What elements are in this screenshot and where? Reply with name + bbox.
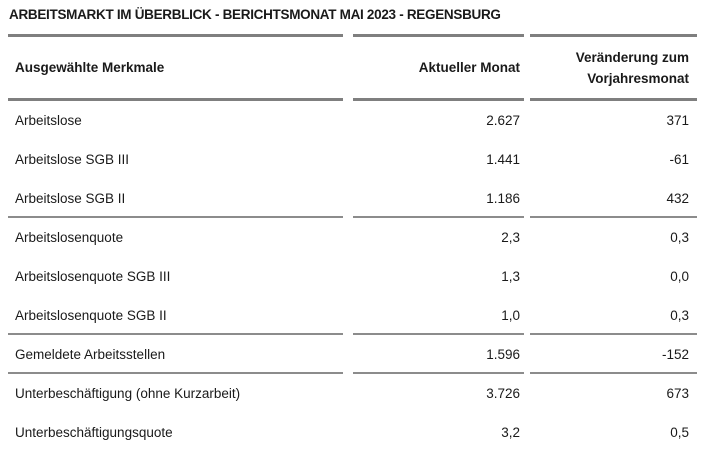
table-row — [8, 257, 697, 296]
row-current-value: 3,2 — [501, 425, 520, 440]
page-title: ARBEITSMARKT IM ÜBERBLICK - BERICHTSMONAT MAI 2023 - REGENSBURG — [9, 7, 501, 22]
row-label: Arbeitslose SGB II — [15, 191, 126, 206]
table-header-row — [8, 34, 697, 101]
row-change-value: -61 — [669, 152, 689, 167]
row-label: Unterbeschäftigungsquote — [15, 425, 173, 440]
row-label: Unterbeschäftigung (ohne Kurzarbeit) — [15, 386, 241, 401]
table-row — [8, 296, 697, 335]
row-label: Arbeitslosenquote — [15, 230, 124, 245]
row-change-value: 371 — [666, 113, 689, 128]
row-change-value: 0,3 — [670, 308, 689, 323]
row-label: Arbeitslose SGB III — [15, 152, 130, 167]
row-change-value: 673 — [666, 386, 689, 401]
column-header-change-line1: Veränderung zum — [575, 49, 689, 65]
row-current-value: 2,3 — [501, 230, 520, 245]
column-header-current-month: Aktueller Monat — [418, 60, 520, 75]
row-current-value: 3.726 — [486, 386, 520, 401]
table-row — [8, 374, 697, 413]
table-row — [8, 335, 697, 374]
column-header-change — [530, 34, 697, 101]
row-current-value: 2.627 — [486, 113, 520, 128]
table-row — [8, 179, 697, 218]
labor-market-table — [8, 34, 697, 452]
row-current-value: 1.441 — [486, 152, 520, 167]
table-row — [8, 218, 697, 257]
column-header-features: Ausgewählte Merkmale — [15, 60, 165, 75]
row-label: Arbeitslosenquote SGB II — [15, 308, 167, 323]
row-current-value: 1.186 — [486, 191, 520, 206]
row-change-value: 0,3 — [670, 230, 689, 245]
row-change-value: 0,0 — [670, 269, 689, 284]
row-label: Arbeitslosenquote SGB III — [15, 269, 171, 284]
table-row — [8, 140, 697, 179]
row-change-value: 0,5 — [670, 425, 689, 440]
column-header-change-line2: Vorjahresmonat — [587, 70, 689, 86]
row-current-value: 1,3 — [501, 269, 520, 284]
row-change-value: -152 — [661, 347, 689, 362]
table-row — [8, 101, 697, 140]
row-label: Arbeitslose — [15, 113, 82, 128]
row-label: Gemeldete Arbeitsstellen — [15, 347, 166, 362]
row-change-value: 432 — [666, 191, 689, 206]
row-current-value: 1,0 — [501, 308, 520, 323]
table-row — [8, 413, 697, 452]
row-current-value: 1.596 — [486, 347, 520, 362]
